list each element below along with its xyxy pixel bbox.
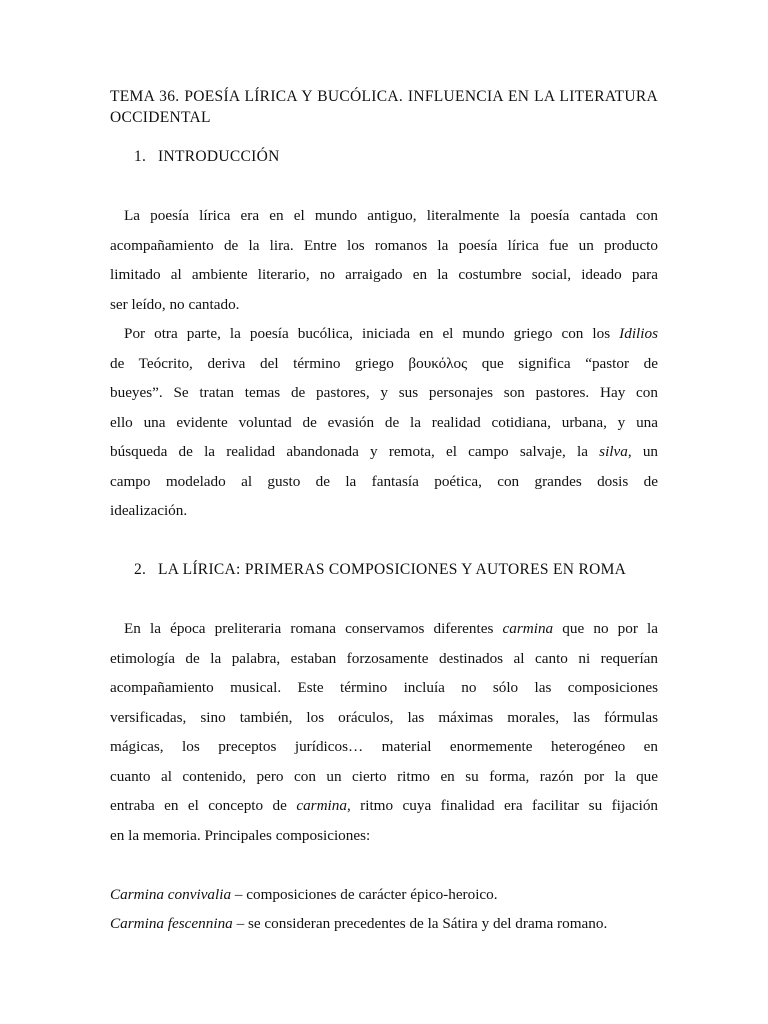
text-line: acompañamiento musical. Este término incluía no sólo las composiciones — [110, 679, 658, 696]
text-line: bueyes”. Se tratan temas de pastores, y sus personajes son pastores. Hay con — [110, 384, 658, 401]
list-term: Carmina convivalia — [110, 886, 232, 903]
text-line: acompañamiento de la lira. Entre los romanos la poesía lírica fue un producto — [110, 236, 658, 254]
text-line — [110, 614, 658, 644]
section-number: 1. — [134, 148, 147, 165]
list-item — [110, 880, 670, 909]
text-line: idealización. — [110, 502, 188, 519]
italic-term: Idilios — [619, 325, 658, 342]
list-term: Carmina fescennina — [110, 915, 233, 932]
list-description: – se consideran precedentes de la Sátira y del drama romano. — [232, 915, 608, 932]
text-run: entraba en el concepto de — [110, 797, 287, 814]
text-run: , ritmo cuya finalidad era facilitar su fijación — [346, 797, 659, 814]
paragraph-lirica-intro — [110, 201, 658, 319]
italic-term: carmina — [296, 797, 347, 814]
text-line: mágicas, los preceptos jurídicos… material enormemente heterogéneo en — [110, 738, 658, 755]
text-line: versificadas, sino también, los oráculos, las máximas morales, las fórmulas — [110, 708, 658, 726]
paragraph-bucolica — [110, 319, 658, 526]
section-heading-introduccion — [134, 147, 280, 167]
section-label: LA LÍRICA: PRIMERAS COMPOSICIONES Y AUTORES EN ROMA — [158, 561, 627, 578]
text-line — [110, 319, 658, 349]
text-run: Por otra parte, la poesía bucólica, iniciada en el mundo griego con los — [124, 325, 611, 342]
text-line: limitado al ambiente literario, no arraigado en la costumbre social, ideado para — [110, 266, 658, 283]
text-line: etimología de la palabra, estaban forzosamente destinados al canto ni requerían — [110, 649, 658, 667]
text-line — [110, 437, 658, 467]
list-item — [110, 909, 670, 938]
text-run: , un — [627, 443, 659, 460]
text-line: campo modelado al gusto de la fantasía poética, con grandes dosis de — [110, 472, 658, 490]
text-run: búsqueda de la realidad abandonada y remota, el campo salvaje, la — [110, 443, 588, 460]
text-line: de Teócrito, deriva del término griego βουκόλος que significa “pastor de — [110, 354, 658, 372]
text-line: La poesía lírica era en el mundo antiguo, literalmente la poesía cantada con — [124, 207, 658, 224]
italic-term: carmina — [502, 620, 554, 637]
list-description: – composiciones de carácter épico-heroico. — [231, 886, 498, 903]
section-label: INTRODUCCIÓN — [158, 148, 280, 165]
text-line: ello una evidente voluntad de evasión de la realidad cotidiana, urbana, y una — [110, 413, 658, 431]
text-run: que no por la — [562, 620, 659, 637]
document-title: TEMA 36. POESÍA LÍRICA Y BUCÓLICA. INFLUENCIA EN LA LITERATURA OCCIDENTAL — [110, 88, 658, 126]
composition-list — [110, 880, 670, 938]
text-line: ser leído, no cantado. — [110, 295, 240, 313]
text-run: En la época preliteraria romana conservamos diferentes — [124, 620, 494, 637]
text-line: en la memoria. Principales composiciones: — [110, 826, 371, 844]
section-heading-lirica — [134, 560, 626, 580]
section-number: 2. — [134, 561, 147, 578]
italic-term: silva — [599, 443, 628, 460]
paragraph-carmina — [110, 614, 658, 850]
text-line: cuanto al contenido, pero con un cierto ritmo en su forma, razón por la que — [110, 767, 658, 785]
text-line — [110, 791, 658, 821]
